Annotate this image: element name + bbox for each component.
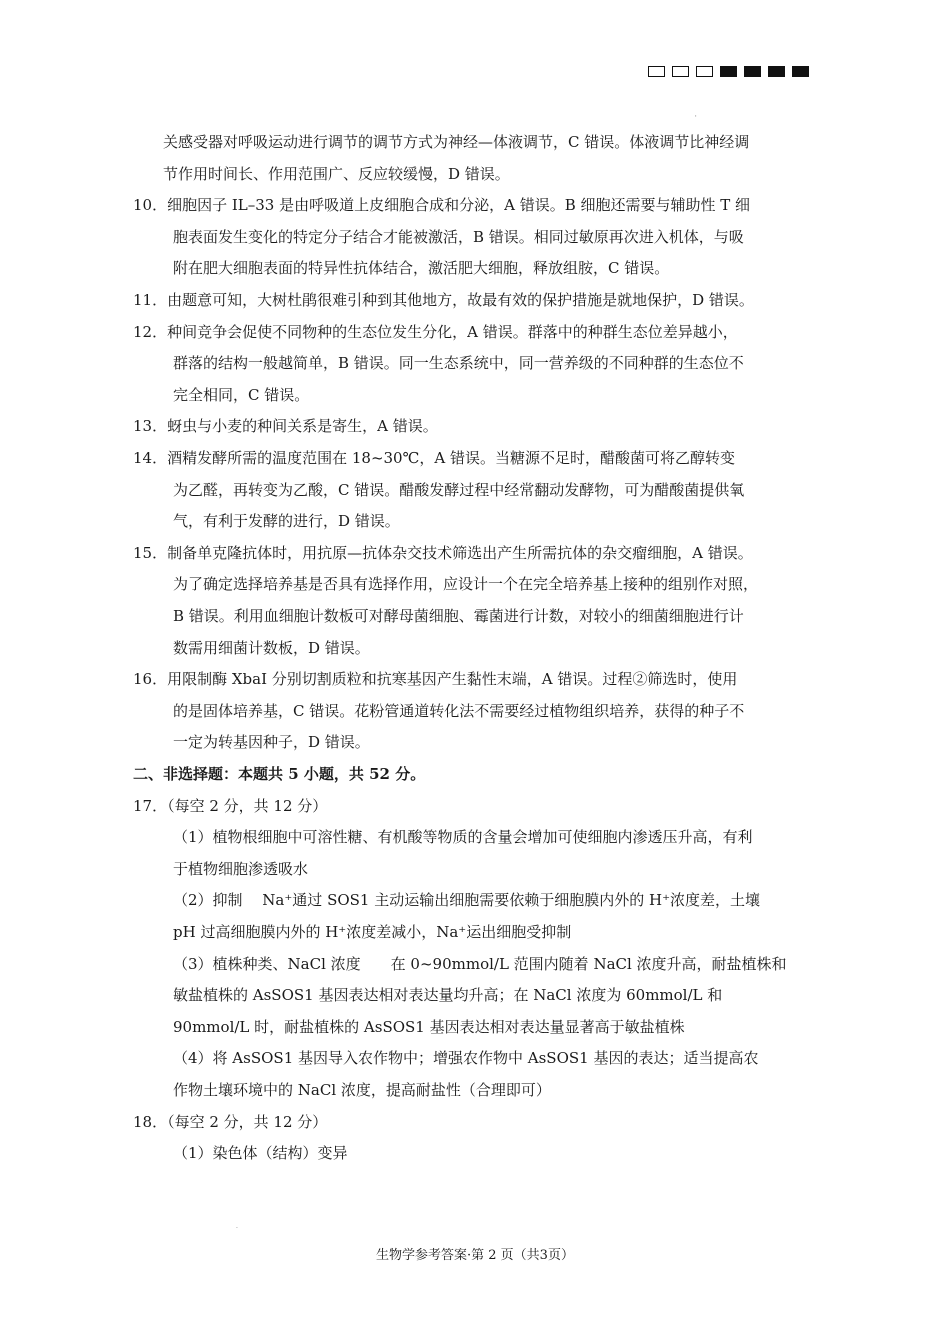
- text-line: （4）将 AsSOS1 基因导入农作物中；增强农作物中 AsSOS1 基因的表达；适当提高农: [173, 1049, 759, 1067]
- text-line: pH 过高细胞膜内外的 H⁺浓度差减小，Na⁺运出细胞受抑制: [173, 923, 572, 941]
- scan-dot-bottom: .: [236, 1223, 238, 1230]
- text-line: 群落的结构一般越简单，B 错误。同一生态系统中，同一营养级的不同种群的生态位不: [173, 354, 744, 372]
- text-line: 16．用限制酶 XbaⅠ 分别切割质粒和抗寒基因产生黏性末端，A 错误。过程②筛选时，使用: [133, 670, 738, 688]
- text-line: 13．蚜虫与小麦的种间关系是寄生，A 错误。: [133, 417, 438, 435]
- corner-mark-3: [720, 66, 737, 77]
- text-line: 为乙醛，再转变为乙酸，C 错误。醋酸发酵过程中经常翻动发酵物，可为醋酸菌提供氧: [173, 481, 745, 499]
- text-line: 12．种间竞争会促使不同物种的生态位发生分化，A 错误。群落中的种群生态位差异越小，: [133, 323, 738, 341]
- text-line: 敏盐植株的 AsSOS1 基因表达相对表达量均升高；在 NaCl 浓度为 60mmol/L 和: [173, 986, 723, 1004]
- text-line: 18．（每空 2 分，共 12 分）: [133, 1113, 328, 1131]
- text-line: 90mmol/L 时，耐盐植株的 AsSOS1 基因表达相对表达量显著高于敏盐植株: [173, 1018, 685, 1036]
- text-line: 17．（每空 2 分，共 12 分）: [133, 797, 328, 815]
- text-line: B 错误。利用血细胞计数板可对酵母菌细胞、霉菌进行计数，对较小的细菌细胞进行计: [173, 607, 744, 625]
- text-line: 二、非选择题：本题共 5 小题，共 52 分。: [133, 765, 426, 783]
- corner-mark-6: [792, 66, 809, 77]
- text-line: 气，有利于发酵的进行，D 错误。: [173, 512, 400, 530]
- text-line: （1）染色体（结构）变异: [173, 1144, 348, 1162]
- page-footer: 生物学参考答案·第 2 页（共3页）: [376, 1248, 574, 1263]
- text-line: 一定为转基因种子，D 错误。: [173, 733, 370, 751]
- text-line: 于植物细胞渗透吸水: [173, 860, 309, 878]
- text-line: 完全相同，C 错误。: [173, 386, 310, 404]
- corner-mark-0: [648, 66, 665, 77]
- text-line: 为了确定选择培养基是否具有选择作用，应设计一个在完全培养基上接种的组别作对照，: [173, 575, 759, 593]
- text-line: 的是固体培养基，C 错误。花粉管通道转化法不需要经过植物组织培养，获得的种子不: [173, 702, 745, 720]
- corner-marks: [648, 66, 809, 77]
- text-line: 14．酒精发酵所需的温度范围在 18~30℃，A 错误。当糖源不足时，醋酸菌可将乙醇转变: [133, 449, 735, 467]
- text-line: 节作用时间长、作用范围广、反应较缓慢，D 错误。: [163, 165, 510, 183]
- scan-dot: ': [695, 115, 697, 122]
- corner-mark-4: [744, 66, 761, 77]
- text-line: （1）植物根细胞中可溶性糖、有机酸等物质的含量会增加可使细胞内渗透压升高，有利: [173, 828, 753, 846]
- text-line: 15．制备单克隆抗体时，用抗原—抗体杂交技术筛选出产生所需抗体的杂交瘤细胞，A 错误。: [133, 544, 753, 562]
- text-line: 10．细胞因子 IL–33 是由呼吸道上皮细胞合成和分泌，A 错误。B 细胞还需要与辅助性 T 细: [133, 196, 751, 214]
- corner-mark-2: [696, 66, 713, 77]
- text-line: 11．由题意可知，大树杜鹃很难引种到其他地方，故最有效的保护措施是就地保护，D 错误。: [133, 291, 754, 309]
- text-line: 作物土壤环境中的 NaCl 浓度，提高耐盐性（合理即可）: [173, 1081, 551, 1099]
- text-line: （3）植株种类、NaCl 浓度 在 0~90mmol/L 范围内随着 NaCl 浓度升高，耐盐植株和: [173, 955, 787, 973]
- corner-mark-5: [768, 66, 785, 77]
- text-line: （2）抑制 Na⁺通过 SOS1 主动运输出细胞需要依赖于细胞膜内外的 H⁺浓度差，土壤: [173, 891, 760, 909]
- text-line: 数需用细菌计数板，D 错误。: [173, 639, 370, 657]
- text-line: 关感受器对呼吸运动进行调节的调节方式为神经—体液调节，C 错误。体液调节比神经调: [163, 133, 750, 151]
- text-line: 胞表面发生变化的特定分子结合才能被激活，B 错误。相同过敏原再次进入机体，与吸: [173, 228, 744, 246]
- corner-mark-1: [672, 66, 689, 77]
- text-line: 附在肥大细胞表面的特异性抗体结合，激活肥大细胞，释放组胺，C 错误。: [173, 259, 670, 277]
